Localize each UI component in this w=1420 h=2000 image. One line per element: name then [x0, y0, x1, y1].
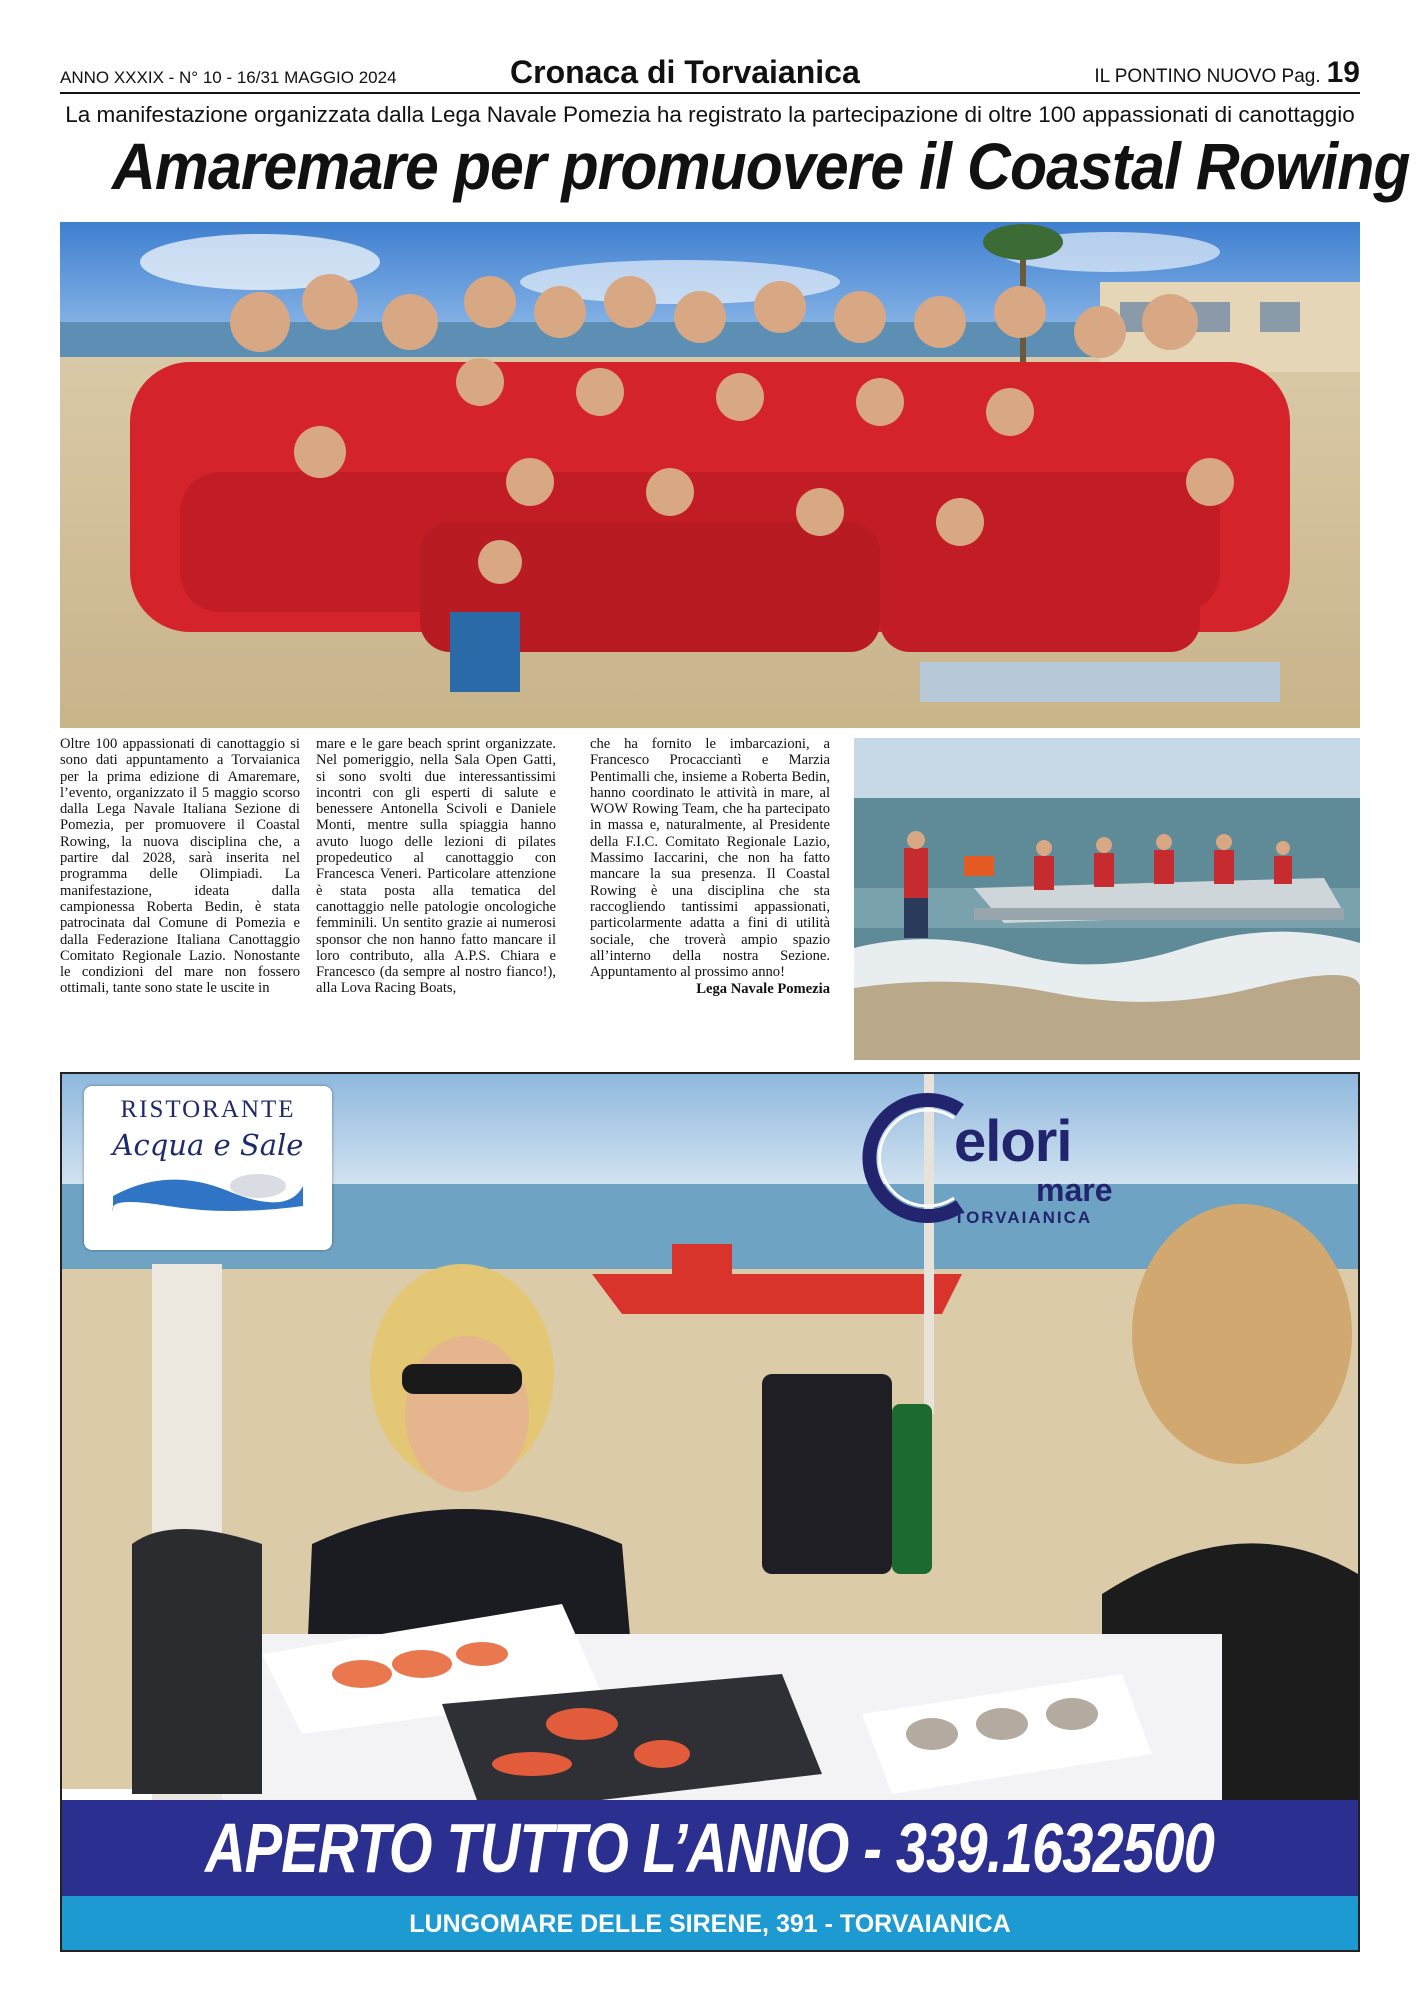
rowing-boat-illustration: [854, 738, 1360, 1060]
article-signature: Lega Navale Pomezia: [696, 981, 830, 998]
ad-slogan: APERTO TUTTO L’ANNO - 339.1632500: [205, 1809, 1215, 1887]
article-headline: Amaremare per promuovere il Coastal Rowing: [112, 129, 1410, 203]
issue-line: ANNO XXXIX - N° 10 - 16/31 MAGGIO 2024: [60, 68, 397, 87]
publication-page: [1094, 56, 1360, 90]
article-column-2: mare e le gare beach sprint organizzate. Nel pomeriggio, nella Sala Open Gatti, si sono svolti due interessantissimi incontri con gli esperti di salute e benessere Antonella Scivoli e Daniele Monti, mentre sulla spiaggia hanno avuto luogo delle lezioni di pilates propedeutico al canottaggio con Francesca Veneri. Particolare attenzione è stata posta alla tematica del canottaggio nelle patologie oncologiche femminili. Un sentito grazie ai numerosi sponsor che non hanno fatto mancare il loro contributo, alla A.P.S. Chiara e Francesco (da sempre al nostro fianco!), alla Lova Racing Boats,: [316, 736, 556, 997]
rowing-boat-photo: [854, 738, 1360, 1060]
celori-place: TORVAIANICA: [954, 1208, 1093, 1227]
team-beach-photo: [60, 222, 1360, 728]
celori-mare-logo: [862, 1088, 1182, 1228]
page-number: 19: [1326, 56, 1360, 89]
restaurant-logo: [84, 1086, 332, 1250]
wave-logo-icon: [108, 1166, 308, 1216]
team-beach-illustration: [60, 222, 1360, 728]
restaurant-name: Acqua e Sale: [112, 1128, 304, 1162]
restaurant-label: RISTORANTE: [120, 1096, 296, 1123]
publication-name: IL PONTINO NUOVO Pag.: [1094, 66, 1321, 87]
celori-brand: elori: [954, 1109, 1072, 1174]
article-column-3-text: che ha fornito le imbarcazioni, a Francesco Procacciantì e Marzia Pentimalli che, insieme a Roberta Bedin, hanno coordinato le attività in mare, al WOW Rowing Team, che ha partecipato in massa e, naturalmente, al Presidente della F.I.C. Comitato Regionale Lazio, Massimo Iaccarini, che non ha fatto mancare la sua presenza. Il Coastal Rowing è una disciplina che sta raccogliendo tantissimi appassionati, particolarmente adatta a fini di utilità sociale, che troverà ampio spazio all’interno della nostra Sezione. Appuntamento al prossimo anno!: [590, 736, 830, 981]
masthead: [60, 54, 1360, 94]
restaurant-advertisement: [60, 1072, 1360, 1952]
celori-sub: mare: [1036, 1172, 1113, 1208]
article-column-1: Oltre 100 appassionati di canottaggio si sono dati appuntamento a Torvaianica per la prima edizione di Amaremare, l’evento, organizzato il 5 maggio scorso dalla Lega Navale Italiana Sezione di Pomezia, per promuovere il Coastal Rowing, la nuova disciplina che, a partire dal 2028, sarà inserita nel programma delle Olimpiadi. La manifestazione, ideata dalla campionessa Roberta Bedin, è stata patrocinata dal Comune di Pomezia e dalla Federazione Italiana Canottaggio Comitato Regionale Lazio. Nonostante le condizioni del mare non fossero ottimali, tante sono state le uscite in: [60, 736, 300, 997]
ad-slogan-banner: [62, 1800, 1358, 1896]
article-column-3: [590, 736, 830, 998]
ad-address: LUNGOMARE DELLE SIRENE, 391 - TORVAIANICA: [62, 1896, 1358, 1952]
article-kicker: La manifestazione organizzata dalla Lega Navale Pomezia ha registrato la partecipazione di oltre 100 appassionati di canottaggio: [65, 102, 1355, 127]
section-title: Cronaca di Torvaianica: [510, 54, 860, 90]
